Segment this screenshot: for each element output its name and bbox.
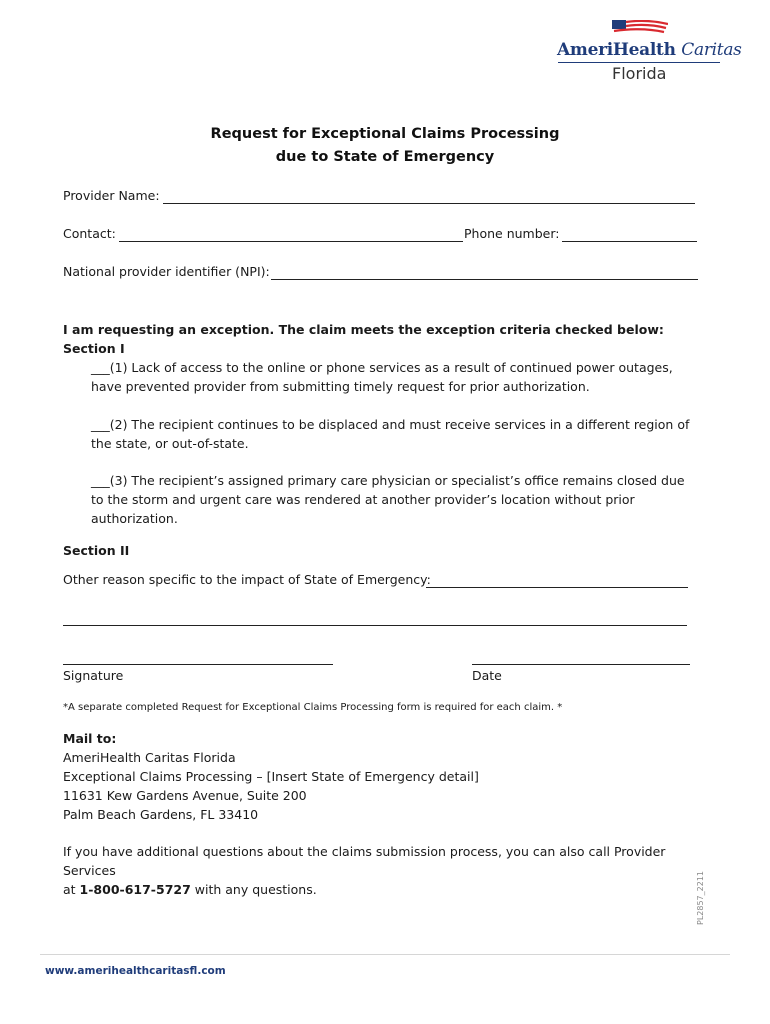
brand-logo: [557, 40, 742, 60]
contact-field[interactable]: [119, 241, 463, 242]
criterion-3-text-cont2: authorization.: [91, 511, 178, 526]
logo-divider: [558, 62, 720, 63]
criterion-1-text-cont: have prevented provider from submitting timely request for prior authorization.: [91, 379, 590, 394]
questions-suffix: with any questions.: [190, 882, 317, 897]
criterion-1-checkbox-blank[interactable]: ___: [91, 360, 110, 375]
form-title-line2: due to State of Emergency: [275, 149, 495, 165]
mail-address-line3: 11631 Kew Gardens Avenue, Suite 200: [63, 788, 307, 803]
form-title-line1: Request for Exceptional Claims Processing: [210, 126, 560, 142]
brand-main: AmeriHealth: [557, 40, 676, 60]
mail-address-line4: Palm Beach Gardens, FL 33410: [63, 807, 259, 822]
criterion-1: [91, 358, 691, 396]
mail-address-line1: AmeriHealth Caritas Florida: [63, 750, 236, 765]
criterion-2-text-cont: the state, or out-of-state.: [91, 436, 249, 451]
section-2-heading: Section II: [63, 543, 130, 558]
questions-prefix: at: [63, 882, 80, 897]
date-field[interactable]: [472, 664, 690, 665]
other-reason-field[interactable]: [426, 587, 688, 588]
contact-label: Contact:: [63, 226, 116, 241]
criterion-3-checkbox-blank[interactable]: ___: [91, 473, 110, 488]
website-link[interactable]: www.amerihealthcaritasfl.com: [45, 965, 226, 977]
mail-address-line2: Exceptional Claims Processing – [Insert State of Emergency detail]: [63, 769, 479, 784]
npi-label: National provider identifier (NPI):: [63, 264, 270, 279]
criterion-3-text-cont: to the storm and urgent care was rendered at another provider’s location without prior: [91, 492, 635, 507]
questions-text: [63, 842, 713, 899]
provider-name-field[interactable]: [163, 203, 695, 204]
flag-logo-icon: [612, 20, 668, 38]
provider-services-phone: 1-800-617-5727: [79, 882, 191, 897]
brand-italic: Caritas: [681, 40, 742, 60]
date-label: Date: [472, 668, 502, 683]
separate-form-note: *A separate completed Request for Exceptional Claims Processing form is required for each claim. *: [63, 702, 563, 713]
other-reason-field-line2[interactable]: [63, 625, 687, 626]
other-reason-label: Other reason specific to the impact of State of Emergency:: [63, 572, 431, 587]
npi-field[interactable]: [271, 279, 698, 280]
criterion-3: [91, 471, 691, 528]
phone-label: Phone number:: [464, 226, 560, 241]
logo-region: Florida: [612, 64, 667, 83]
criterion-1-text: (1) Lack of access to the online or phone services as a result of continued power outages,: [109, 360, 673, 375]
mail-to-heading: Mail to:: [63, 731, 117, 746]
questions-line1: If you have additional questions about the claims submission process, you can also call Provider Services: [63, 844, 666, 878]
footer-divider: [40, 954, 730, 955]
section-1-heading: Section I: [63, 341, 125, 356]
phone-field[interactable]: [562, 241, 697, 242]
criterion-3-text: (3) The recipient’s assigned primary care physician or specialist’s office remains closed due: [109, 473, 685, 488]
provider-name-label: Provider Name:: [63, 188, 160, 203]
signature-field[interactable]: [63, 664, 333, 665]
criterion-2-text: (2) The recipient continues to be displaced and must receive services in a different region of: [109, 417, 690, 432]
criterion-2-checkbox-blank[interactable]: ___: [91, 417, 110, 432]
exception-intro: I am requesting an exception. The claim meets the exception criteria checked below:: [63, 322, 664, 337]
signature-label: Signature: [63, 668, 124, 683]
form-code: PL2857_2211: [696, 871, 705, 925]
criterion-2: [91, 415, 691, 453]
